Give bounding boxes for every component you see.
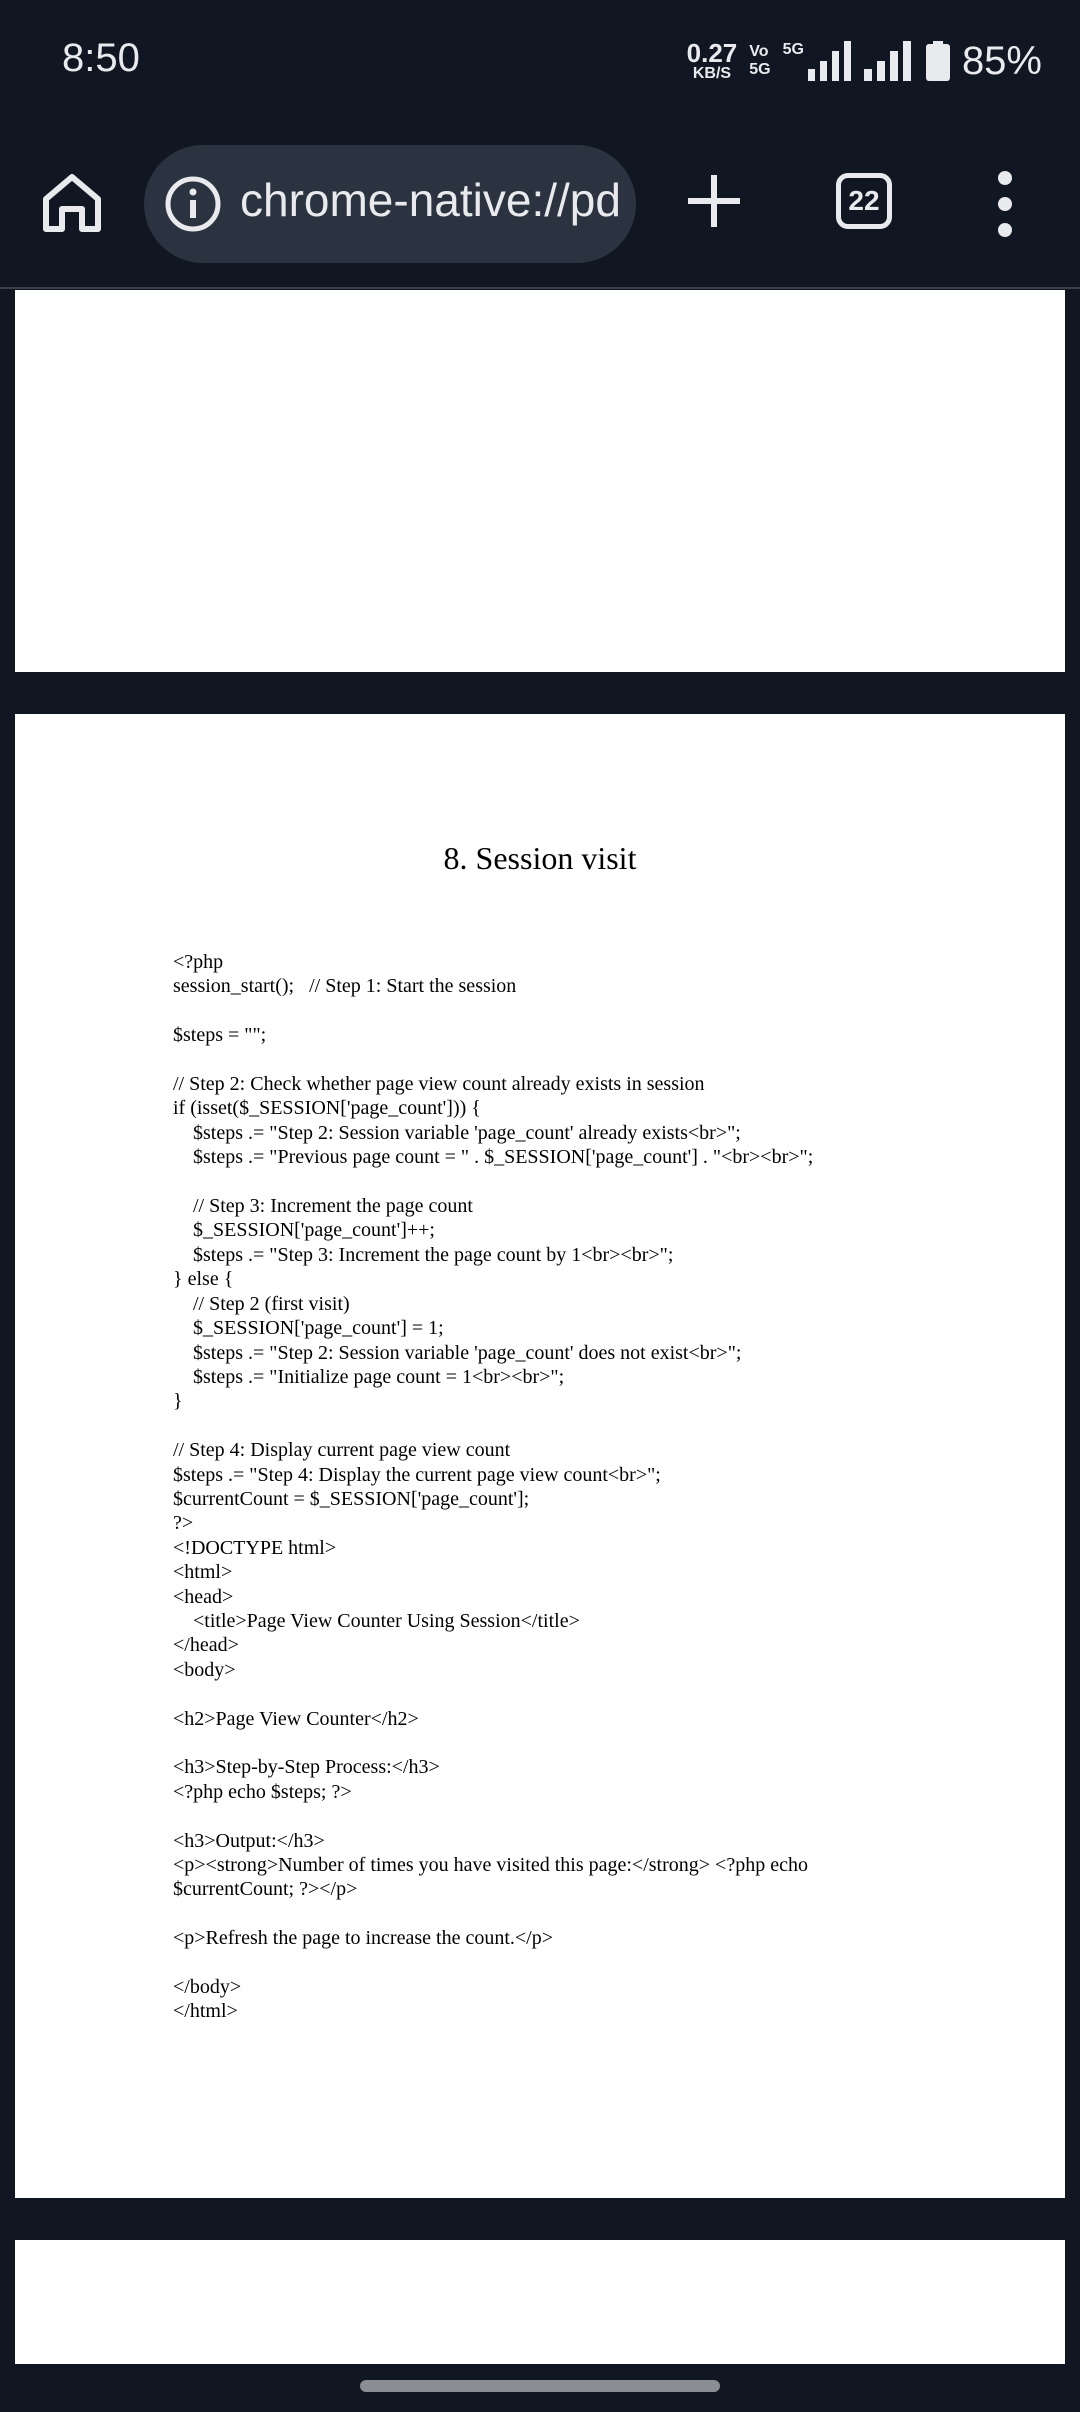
code-line: $steps .= "Step 2: Session variable 'page_count' does not exist<br>"; — [173, 1341, 742, 1364]
code-line — [173, 999, 813, 1023]
code-line — [173, 1804, 813, 1828]
code-line: $steps .= "Previous page count = " . $_SESSION['page_count'] . "<br><br>"; — [173, 1146, 814, 1169]
gesture-navigation-bar[interactable] — [360, 2380, 720, 2392]
pdf-page-previous — [15, 290, 1065, 672]
code-line: $steps .= "Step 3: Increment the page count by 1<br><br>"; — [173, 1243, 674, 1266]
page-title: 8. Session visit — [443, 840, 637, 876]
code-line: <html> — [173, 1561, 233, 1584]
home-icon[interactable] — [38, 169, 106, 237]
code-line: ?> — [173, 1512, 194, 1535]
network-speed-unit: KB/S — [692, 65, 732, 82]
code-line: session_start(); // Step 1: Start the session — [173, 975, 517, 998]
code-line: <p><strong>Number of times you have visited this page:</strong> <?php echo — [173, 1854, 808, 1877]
code-line: </body> — [173, 1976, 242, 1999]
code-line: <h3>Step-by-Step Process:</h3> — [173, 1756, 440, 1779]
volte-icon — [749, 43, 770, 78]
code-line: $_SESSION['page_count']++; — [173, 1219, 435, 1242]
signal-bars-icon — [808, 41, 852, 81]
network-speed-value: 0.27 — [686, 38, 738, 68]
more-menu-icon[interactable] — [992, 169, 1018, 239]
tab-switcher-button[interactable] — [836, 173, 892, 229]
battery-icon — [926, 41, 950, 81]
code-line: </head> — [173, 1634, 239, 1657]
code-line: // Step 2 (first visit) — [173, 1292, 350, 1315]
browser-toolbar — [0, 125, 1080, 289]
code-line: <p>Refresh the page to increase the count.</p> — [173, 1927, 553, 1950]
volte-bottom: 5G — [749, 61, 771, 78]
address-bar[interactable] — [144, 145, 636, 263]
info-icon[interactable] — [164, 175, 222, 233]
signal-bars-sim2-icon — [864, 41, 914, 81]
battery-percent: 85% — [961, 38, 1042, 83]
code-line: if (isset($_SESSION['page_count'])) { — [173, 1097, 481, 1120]
code-block — [173, 950, 813, 2024]
code-line: } — [173, 1390, 183, 1413]
code-line — [173, 1170, 813, 1194]
code-line: } else { — [173, 1268, 234, 1291]
code-line: <?php — [173, 951, 224, 973]
code-line: $steps .= "Initialize page count = 1<br><br>"; — [173, 1365, 565, 1388]
code-line: $steps .= "Step 4: Display the current page view count<br>"; — [173, 1463, 661, 1486]
code-line: <body> — [173, 1658, 236, 1681]
status-icons — [687, 36, 1042, 86]
code-line — [173, 1048, 813, 1072]
code-line: $currentCount = $_SESSION['page_count']; — [173, 1487, 530, 1510]
network-speed — [687, 40, 738, 82]
code-line: <!DOCTYPE html> — [173, 1536, 337, 1559]
code-line: <?php echo $steps; ?> — [173, 1780, 352, 1803]
code-line — [173, 1682, 813, 1706]
url-text[interactable]: chrome-native://pd — [240, 174, 621, 226]
code-line: <h3>Output:</h3> — [173, 1829, 325, 1852]
network-type: 5G — [782, 41, 804, 58]
code-line — [173, 1731, 813, 1755]
code-line: $steps .= "Step 2: Session variable 'page_count' already exists<br>"; — [173, 1121, 741, 1144]
code-line — [173, 1414, 813, 1438]
signal-5g-icon — [783, 41, 852, 81]
clock: 8:50 — [62, 36, 140, 80]
code-line: // Step 4: Display current page view count — [173, 1439, 511, 1462]
code-line: </html> — [173, 2000, 238, 2023]
code-line: <head> — [173, 1585, 234, 1608]
code-line — [173, 1902, 813, 1926]
pdf-page-current — [15, 714, 1065, 2198]
volte-top: Vo — [749, 43, 769, 61]
code-line — [173, 1951, 813, 1975]
pdf-page-next — [15, 2240, 1065, 2364]
code-line: $_SESSION['page_count'] = 1; — [173, 1317, 444, 1340]
code-line: $currentCount; ?></p> — [173, 1878, 358, 1901]
code-line: // Step 3: Increment the page count — [173, 1195, 473, 1218]
new-tab-icon[interactable] — [684, 171, 744, 231]
code-line: <title>Page View Counter Using Session</title> — [173, 1609, 580, 1632]
code-line: $steps = ""; — [173, 1024, 267, 1047]
status-bar — [0, 0, 1080, 125]
code-line: // Step 2: Check whether page view count already exists in session — [173, 1073, 705, 1096]
tab-count: 22 — [848, 185, 880, 216]
code-line: <h2>Page View Counter</h2> — [173, 1707, 419, 1730]
